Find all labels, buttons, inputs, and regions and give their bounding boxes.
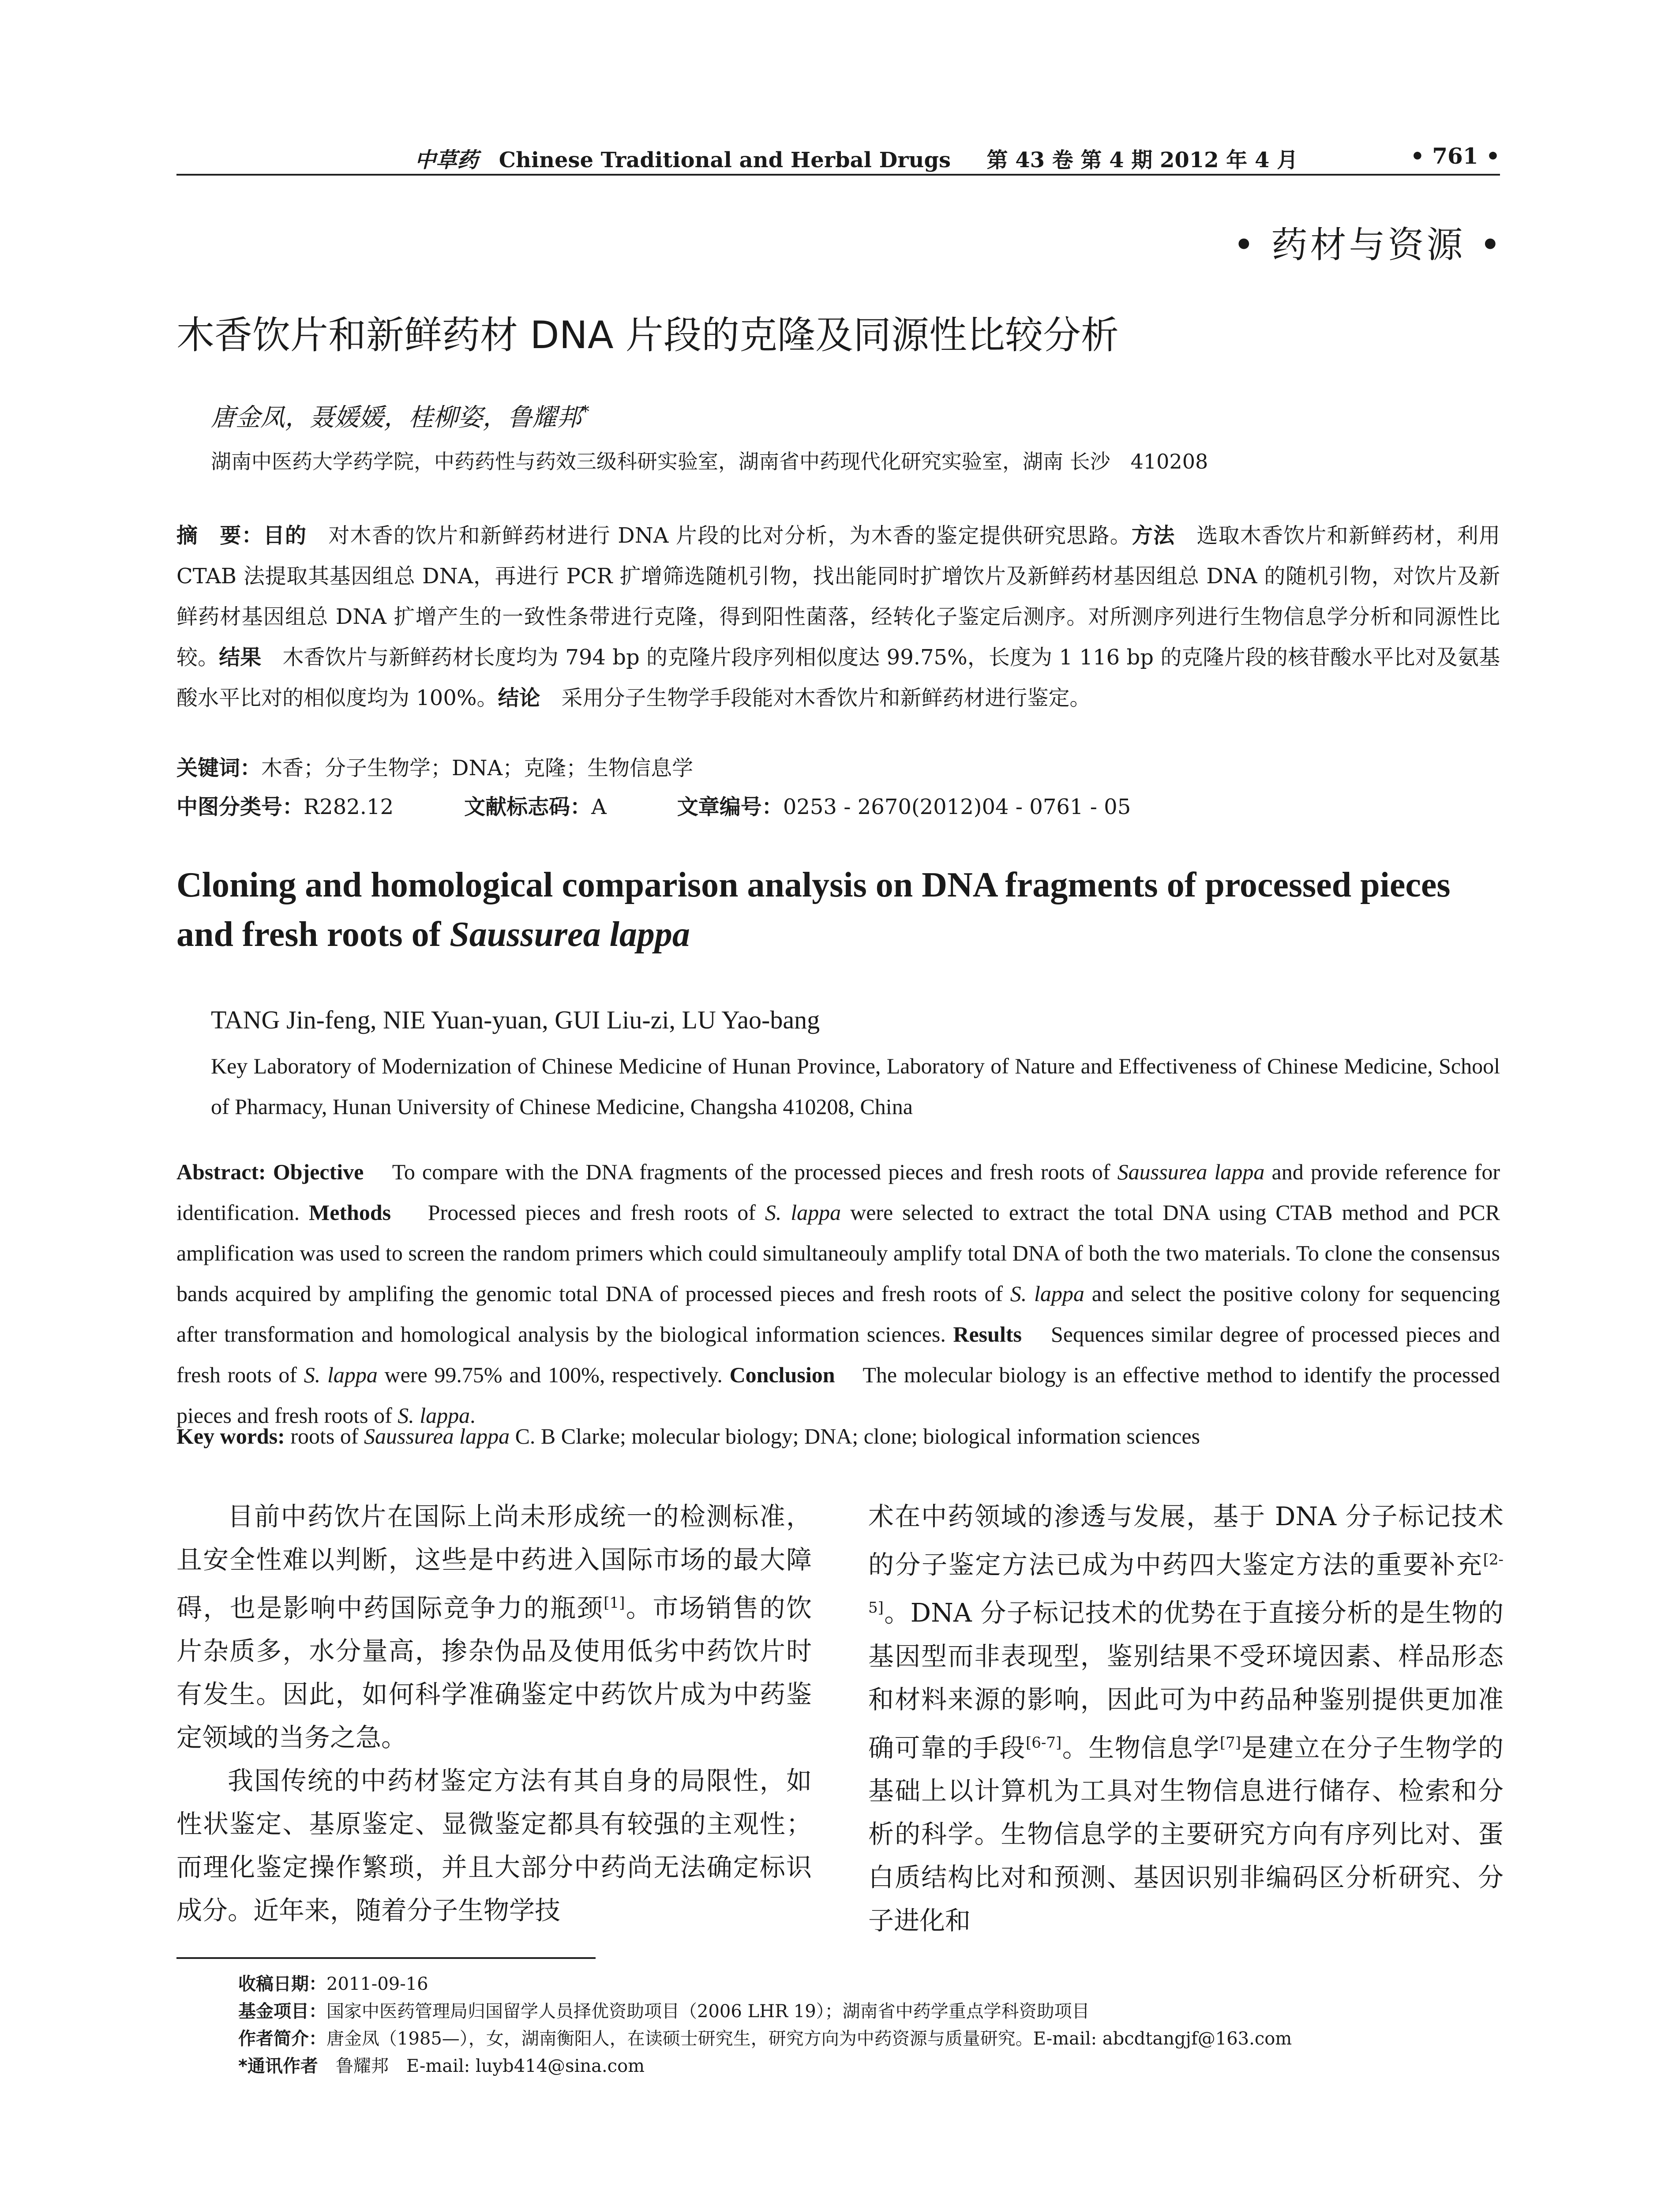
header-rule xyxy=(176,174,1500,176)
footnote-funding: 基金项目：国家中医药管理局归国留学人员择优资助项目（2006 LHR 19）；湖南省中药学重点学科资助项目 xyxy=(238,2001,1090,2022)
chinese-abstract: 摘 要：目的 对木香的饮片和新鲜药材进行 DNA 片段的比对分析，为木香的鉴定提供研究思路。方法 选取木香饮片和新鲜药材，利用 CTAB 法提取其基因组总 DNA，再进行 PCR 扩增筛选随机引物，找出能同时扩增饮片及新鲜药材基因组总 DNA 的随机引物，对饮片及新鲜药材基因组总 DNA 扩增产生的一致性条带进行克隆，得到阳性菌落，经转化子鉴定后测序。对所测序列进行生物信息学分析和同源性比较。结果 木香饮片与新鲜药材长度均为 794 bp 的克隆片段序列相似度达 99.75%，长度为 1 116 bp 的克隆片段的核苷酸水平比对及氨基酸水平比对的相似度均为 100%。结论 采用分子生物学手段能对木香饮片和新鲜药材进行鉴定。 xyxy=(176,523,1500,710)
footnote-received: 收稿日期：2011-09-16 xyxy=(238,1974,428,1994)
chinese-title: 木香饮片和新鲜药材 DNA 片段的克隆及同源性比较分析 xyxy=(176,313,1119,357)
page-number: • 761 • xyxy=(1410,143,1500,169)
journal-logo-text: 中草药 xyxy=(415,148,479,173)
body-paragraph: 术在中药领域的渗透与发展，基于 DNA 分子标记技术的分子鉴定方法已成为中药四大鉴定方法的重要补充[2-5]。DNA 分子标记技术的优势在于直接分析的是生物的基因型而非表现型，鉴别结果不受环境因素、样品形态和材料来源的影响，因此可为中药品种鉴别提供更加准确可靠的手段[6-7]。生物信息学[7]是建立在分子生物学的基础上以计算机为工具对生物信息进行储存、检索和分析的科学。生物信息学的主要研究方向有序列比对、蛋白质结构比对和预测、基因识别非编码区分析研究、分子进化和 xyxy=(868,1501,1504,1936)
body-paragraph: 我国传统的中药材鉴定方法有其自身的局限性，如性状鉴定、基原鉴定、显微鉴定都具有较强的主观性；而理化鉴定操作繁琐，并且大部分中药尚无法确定标识成分。近年来，随着分子生物学技 xyxy=(176,1766,812,1926)
corresponding-mark: * xyxy=(581,403,589,421)
english-title: Cloning and homological comparison analysis on DNA fragments of processed pieces and fresh roots of Saussurea lappa xyxy=(176,866,1451,954)
journal-issue: 第 43 卷 第 4 期 2012 年 4 月 xyxy=(986,148,1298,173)
journal-name: Chinese Traditional and Herbal Drugs xyxy=(499,148,951,173)
chinese-authors: 唐金凤，聂媛媛，桂柳姿，鲁耀邦* xyxy=(211,403,589,432)
english-abstract: Abstract: Objective To compare with the DNA fragments of the processed pieces and fresh roots of Saussurea lappa and provide reference for identification. Methods Processed pieces and fresh roots of S. lappa were selected to extract the total DNA using CTAB method and PCR amplification was used to screen the random primers which could simultaneouly amplify total DNA of both the two materials. To clone the consensus bands acquired by amplifing the genomic total DNA of processed pieces and fresh roots of S. lappa and select the positive colony for sequencing after transformation and homological analysis by the biological information sciences. Results Sequences similar degree of processed pieces and fresh roots of S. lappa were 99.75% and 100%, respectively. Conclusion The molecular biology is an effective method to identify the processed pieces and fresh roots of S. lappa. xyxy=(176,1159,1500,1428)
chinese-keywords: 关键词：木香；分子生物学；DNA；克隆；生物信息学 xyxy=(176,756,694,780)
journal-header xyxy=(415,143,1298,173)
footnote-rule xyxy=(176,1957,596,1959)
section-heading: • 药材与资源 • xyxy=(1233,224,1504,266)
footnote-corresponding: *通讯作者 鲁耀邦 E-mail: luyb414@sina.com xyxy=(238,2056,645,2076)
english-authors: TANG Jin-feng, NIE Yuan-yuan, GUI Liu-zi, LU Yao-bang xyxy=(211,1005,820,1034)
running-header xyxy=(176,140,1500,176)
footnotes xyxy=(238,1970,1500,2080)
english-affiliation: Key Laboratory of Modernization of Chinese Medicine of Hunan Province, Laboratory of Nature and Effectiveness of Chinese Medicine, School of Pharmacy, Hunan University of Chinese Medicine, Changsha 410208, China xyxy=(211,1054,1500,1119)
chinese-affiliation: 湖南中医药大学药学院，中药药性与药效三级科研实验室，湖南省中药现代化研究实验室，湖南 长沙 410208 xyxy=(211,450,1208,473)
body-column-left xyxy=(176,1495,812,1932)
footnote-author-bio: 作者简介：唐金凤（1985—），女，湖南衡阳人，在读硕士研究生，研究方向为中药资源与质量研究。E-mail: abcdtangjf@163.com xyxy=(238,2029,1292,2049)
body-column-right xyxy=(868,1495,1504,1942)
english-keywords: Key words: roots of Saussurea lappa C. B Clarke; molecular biology; DNA; clone; biological information sciences xyxy=(176,1424,1200,1448)
body-paragraph: 目前中药饮片在国际上尚未形成统一的检测标准，且安全性难以判断，这些是中药进入国际市场的最大障碍，也是影响中药国际竞争力的瓶颈[1]。市场销售的饮片杂质多，水分量高，掺杂伪品及使用低劣中药饮片时有发生。因此，如何科学准确鉴定中药饮片成为中药鉴定领域的当务之急。 xyxy=(176,1501,812,1753)
classification-line: 中图分类号：R282.12 文献标志码：A 文章编号：0253 - 2670(2012)04 - 0761 - 05 xyxy=(176,795,1131,819)
